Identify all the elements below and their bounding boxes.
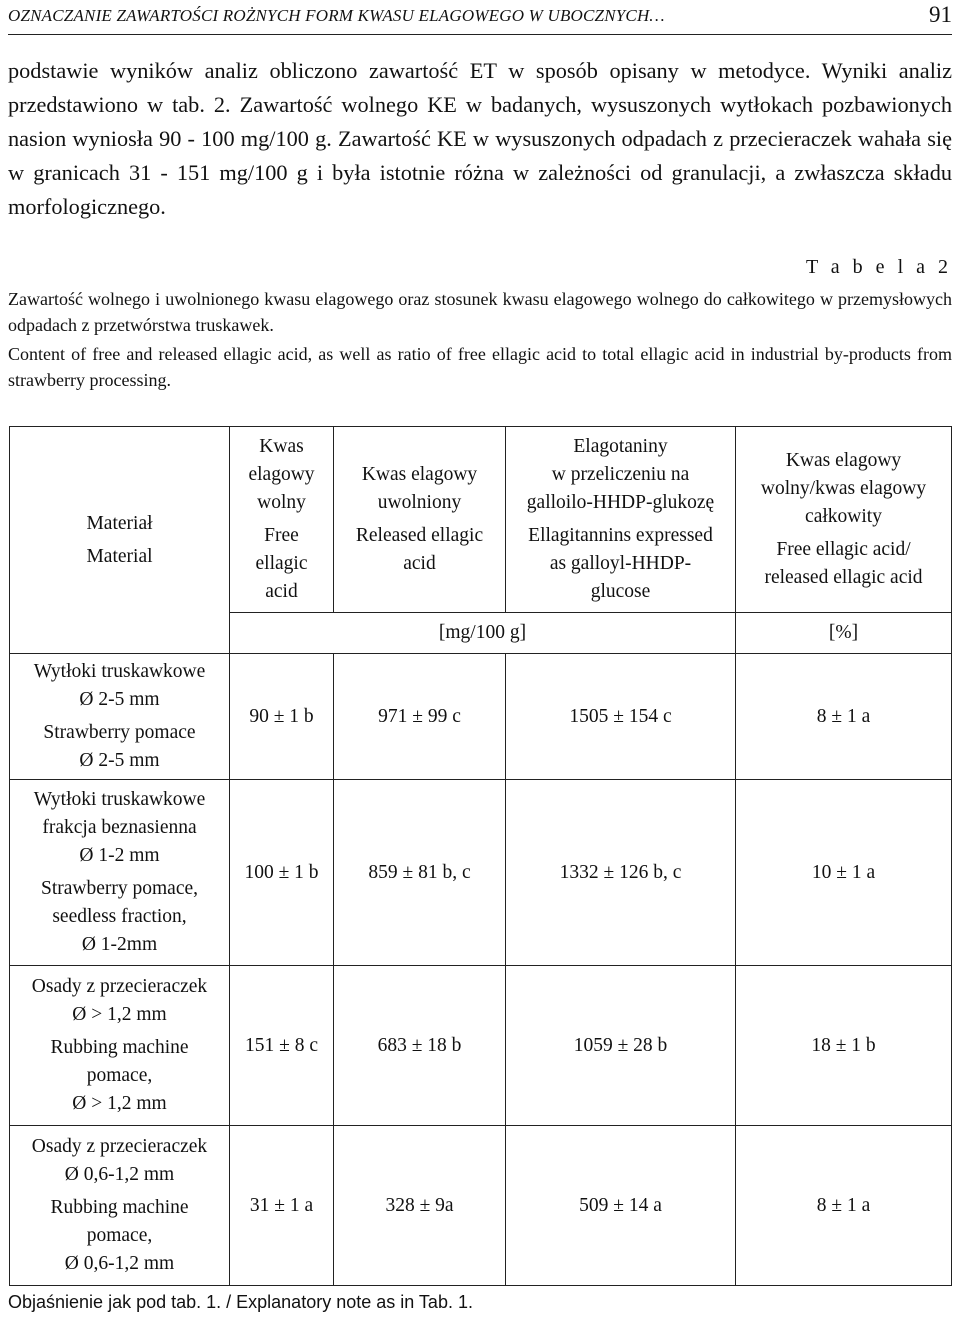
material-line: Ø > 1,2 mm xyxy=(72,1004,167,1025)
material-line: Ø > 1,2 mm xyxy=(72,1093,167,1114)
header-ratio-line: całkowity xyxy=(805,506,882,527)
cell-free: 90 ± 1 b xyxy=(230,654,334,780)
material-line: frakcja beznasienna xyxy=(42,817,197,838)
header-free-line: ellagic xyxy=(255,553,308,574)
header-released xyxy=(334,427,506,613)
header-ellagitannins-line: galloilo-HHDP-glukozę xyxy=(526,492,715,513)
header-ellagitannins-line: Ellagitannins expressed xyxy=(528,525,713,546)
cell-ratio: 8 ± 1 a xyxy=(736,654,952,780)
header-ratio-line: released ellagic acid xyxy=(764,567,923,588)
table-caption-en: Content of free and released ellagic acid, as well as ratio of free ellagic acid to total ellagic acid in industrial by-products from strawberry processing. xyxy=(8,344,952,390)
cell-released: 328 ± 9a xyxy=(334,1126,506,1286)
material-line: Rubbing machine xyxy=(50,1197,189,1218)
material-line: Osady z przecieraczek xyxy=(31,1136,208,1157)
unit-pct: [%] xyxy=(736,613,952,654)
header-ratio-line: wolny/kwas elagowy xyxy=(760,478,927,499)
header-released-line: Released ellagic xyxy=(355,525,484,546)
table-note: Objaśnienie jak pod tab. 1. / Explanatory note as in Tab. 1. xyxy=(8,1292,473,1312)
table-caption-pl: Zawartość wolnego i uwolnionego kwasu elagowego oraz stosunek kwasu elagowego wolnego do całkowitego w przemysłowych odpadach z przetwórstwa truskawek. xyxy=(8,289,952,335)
header-free-line: Kwas xyxy=(259,436,304,457)
header-free-line: elagowy xyxy=(248,464,315,485)
header-ellagitannins-line: Elagotaniny xyxy=(573,436,668,457)
running-title: OZNACZANIE ZAWARTOŚCI ROŻNYCH FORM KWASU ELAGOWEGO W UBOCZNYCH… xyxy=(8,6,665,25)
cell-ellagitannins: 1332 ± 126 b, c xyxy=(506,780,736,966)
cell-released: 971 ± 99 c xyxy=(334,654,506,780)
cell-ratio: 8 ± 1 a xyxy=(736,1126,952,1286)
material-line: Osady z przecieraczek xyxy=(31,976,208,997)
material-line: Ø 0,6-1,2 mm xyxy=(64,1164,175,1185)
header-material xyxy=(10,427,230,654)
body-text xyxy=(8,54,952,224)
header-material-line: Materiał xyxy=(86,512,153,534)
cell-released: 683 ± 18 b xyxy=(334,966,506,1126)
row-material xyxy=(10,780,230,966)
running-header xyxy=(8,0,952,35)
material-line: seedless fraction, xyxy=(52,906,187,927)
material-line: Strawberry pomace xyxy=(43,722,196,743)
row-material xyxy=(10,966,230,1126)
header-released-line: Kwas elagowy xyxy=(361,464,478,485)
header-free-line: Free xyxy=(264,525,299,546)
cell-ratio: 18 ± 1 b xyxy=(736,966,952,1126)
material-line: Strawberry pomace, xyxy=(40,878,199,899)
header-ratio-line: Kwas elagowy xyxy=(785,450,902,471)
cell-free: 31 ± 1 a xyxy=(230,1126,334,1286)
header-ellagitannins xyxy=(506,427,736,613)
cell-ellagitannins: 1059 ± 28 b xyxy=(506,966,736,1126)
data-table xyxy=(9,426,952,1286)
material-line: Wytłoki truskawkowe xyxy=(33,661,206,682)
header-ratio-line: Free ellagic acid/ xyxy=(776,539,911,560)
material-line: pomace, xyxy=(86,1065,153,1086)
cell-ratio: 10 ± 1 a xyxy=(736,780,952,966)
cell-free: 151 ± 8 c xyxy=(230,966,334,1126)
cell-released: 859 ± 81 b, c xyxy=(334,780,506,966)
material-line: Ø 0,6-1,2 mm xyxy=(64,1253,175,1274)
header-ellagitannins-line: w przeliczeniu na xyxy=(551,464,690,485)
table-row xyxy=(10,1126,952,1286)
cell-free: 100 ± 1 b xyxy=(230,780,334,966)
unit-mg: [mg/100 g] xyxy=(230,613,736,654)
page-number: 91 xyxy=(929,2,952,27)
header-material-line: Material xyxy=(86,545,153,567)
material-line: Ø 2-5 mm xyxy=(79,689,160,710)
material-line: Ø 1-2 mm xyxy=(79,845,160,866)
material-line: Ø 2-5 mm xyxy=(79,750,160,771)
body-paragraph: podstawie wyników analiz obliczono zawartość ET w sposób opisany w metodyce. Wyniki analiz przedstawiono w tab. 2. Zawartość wolnego KE w badanych, wysuszonych wytłokach pozbawionych nasion wyniosła 90 - 100 mg/100 g. Zawartość KE w wysuszonych odpadach z przecieraczek wahała się w granicach 31 - 151 mg/100 g i była istotnie różna w zależności od granulacji, a zwłaszcza składu morfologicznego. xyxy=(8,58,952,219)
table-row xyxy=(10,654,952,780)
header-released-line: acid xyxy=(403,553,436,574)
header-free-line: wolny xyxy=(257,492,306,513)
row-material xyxy=(10,1126,230,1286)
header-free xyxy=(230,427,334,613)
cell-ellagitannins: 1505 ± 154 c xyxy=(506,654,736,780)
header-free-line: acid xyxy=(265,581,298,602)
table-row xyxy=(10,780,952,966)
cell-ellagitannins: 509 ± 14 a xyxy=(506,1126,736,1286)
row-material xyxy=(10,654,230,780)
header-row xyxy=(10,427,952,613)
header-ratio xyxy=(736,427,952,613)
table-label: T a b e l a 2 xyxy=(805,256,952,278)
header-ellagitannins-line: glucose xyxy=(590,581,651,602)
header-ellagitannins-line: as galloyl-HHDP- xyxy=(549,553,692,574)
material-line: Ø 1-2mm xyxy=(81,934,158,955)
table-row xyxy=(10,966,952,1126)
material-line: Rubbing machine xyxy=(50,1037,189,1058)
material-line: pomace, xyxy=(86,1225,153,1246)
material-line: Wytłoki truskawkowe xyxy=(33,789,206,810)
header-released-line: uwolniony xyxy=(377,492,462,513)
